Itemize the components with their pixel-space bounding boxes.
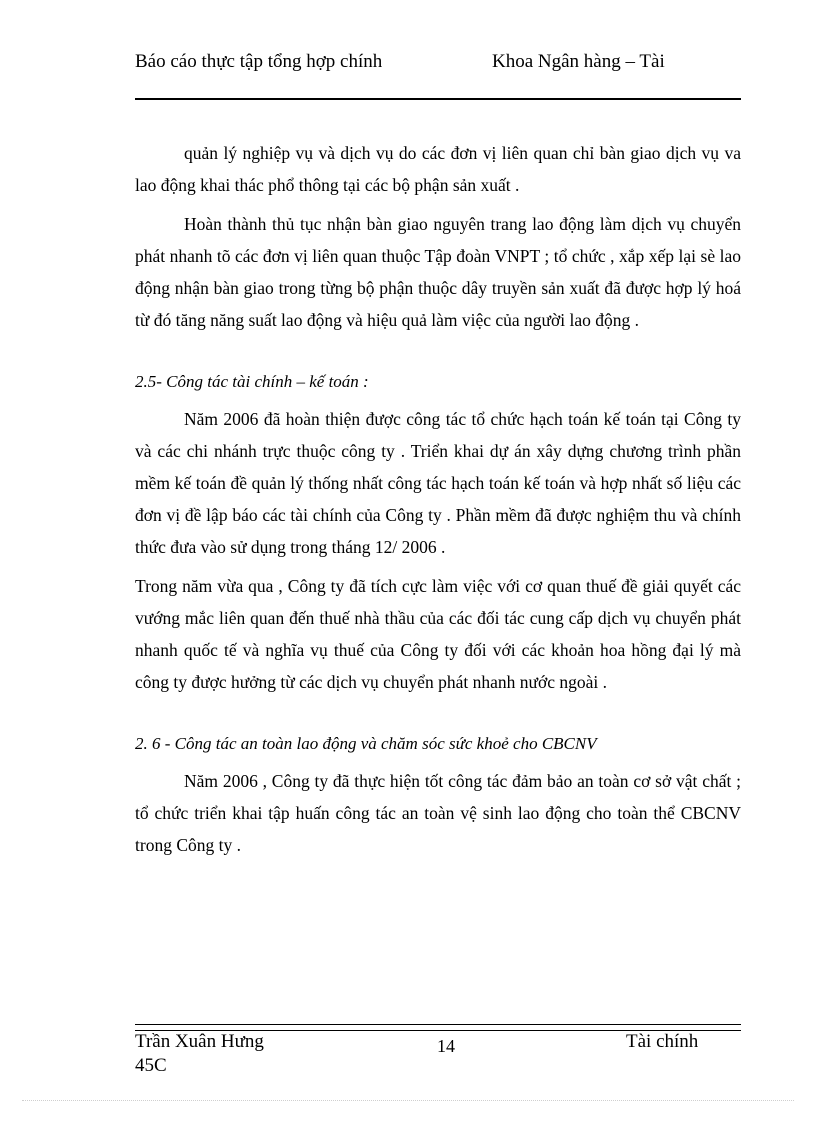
footer-author: Trần Xuân Hưng 45C xyxy=(135,1031,264,1076)
section-2-5-title: 2.5- Công tác tài chính – kế toán : xyxy=(135,372,369,391)
section-2-6-title: 2. 6 - Công tác an toàn lao động và chăm sóc sức khoẻ cho CBCNV xyxy=(135,734,597,753)
paragraph-3: Năm 2006 đã hoàn thiện được công tác tổ chức hạch toán kế toán tại Công ty và các chi nhánh trực thuộc công ty . Triển khai dự án xây dựng chương trình phần mềm kế toán đề quản lý thống nhất công tác hạch toán kế toán và hợp nhất số liệu các đơn vị đề lập báo các tài chính của Công ty . Phần mềm đã được nghiệm thu và chính thức đưa vào sử dụng trong tháng 12/ 2006 . xyxy=(135,409,741,557)
page-header xyxy=(135,50,741,100)
paragraph-4: Trong năm vừa qua , Công ty đã tích cực làm việc với cơ quan thuế đề giải quyết các vướng mắc liên quan đến thuế nhà thầu của các đối tác cung cấp dịch vụ chuyển phát nhanh quốc tế và nghĩa vụ thuế của Công ty đối với các khoản hoa hồng đại lý mà công ty được hưởng từ các dịch vụ chuyển phát nhanh nước ngoài . xyxy=(135,576,741,692)
paragraph-1: quản lý nghiệp vụ và dịch vụ do các đơn vị liên quan chỉ bàn giao dịch vụ va lao động khai thác phổ thông tại các bộ phận sản xuất . xyxy=(135,143,741,195)
header-department: Khoa Ngân hàng – Tài xyxy=(492,51,665,72)
paragraph-5: Năm 2006 , Công ty đã thực hiện tốt công tác đảm bảo an toàn cơ sở vật chất ; tổ chức triển khai tập huấn công tác an toàn vệ sinh lao động cho toàn thể CBCNV trong Công ty . xyxy=(135,771,741,855)
document-body xyxy=(135,137,741,861)
header-report-title: Báo cáo thực tập tổng hợp chính xyxy=(135,51,383,72)
page-bottom-edge xyxy=(22,1100,794,1101)
footer-department: Tài chính xyxy=(626,1031,699,1052)
page-number: 14 xyxy=(437,1036,455,1056)
paragraph-2: Hoàn thành thủ tục nhận bàn giao nguyên trang lao động làm dịch vụ chuyển phát nhanh tõ các đơn vị liên quan thuộc Tập đoàn VNPT ; tổ chức , xắp xếp lại sè lao động nhận bàn giao trong từng bộ phận thuộc dây truyền sản xuất đã được hợp lý hoá từ đó tăng năng suất lao động và hiệu quả làm việc của người lao động . xyxy=(135,214,741,330)
